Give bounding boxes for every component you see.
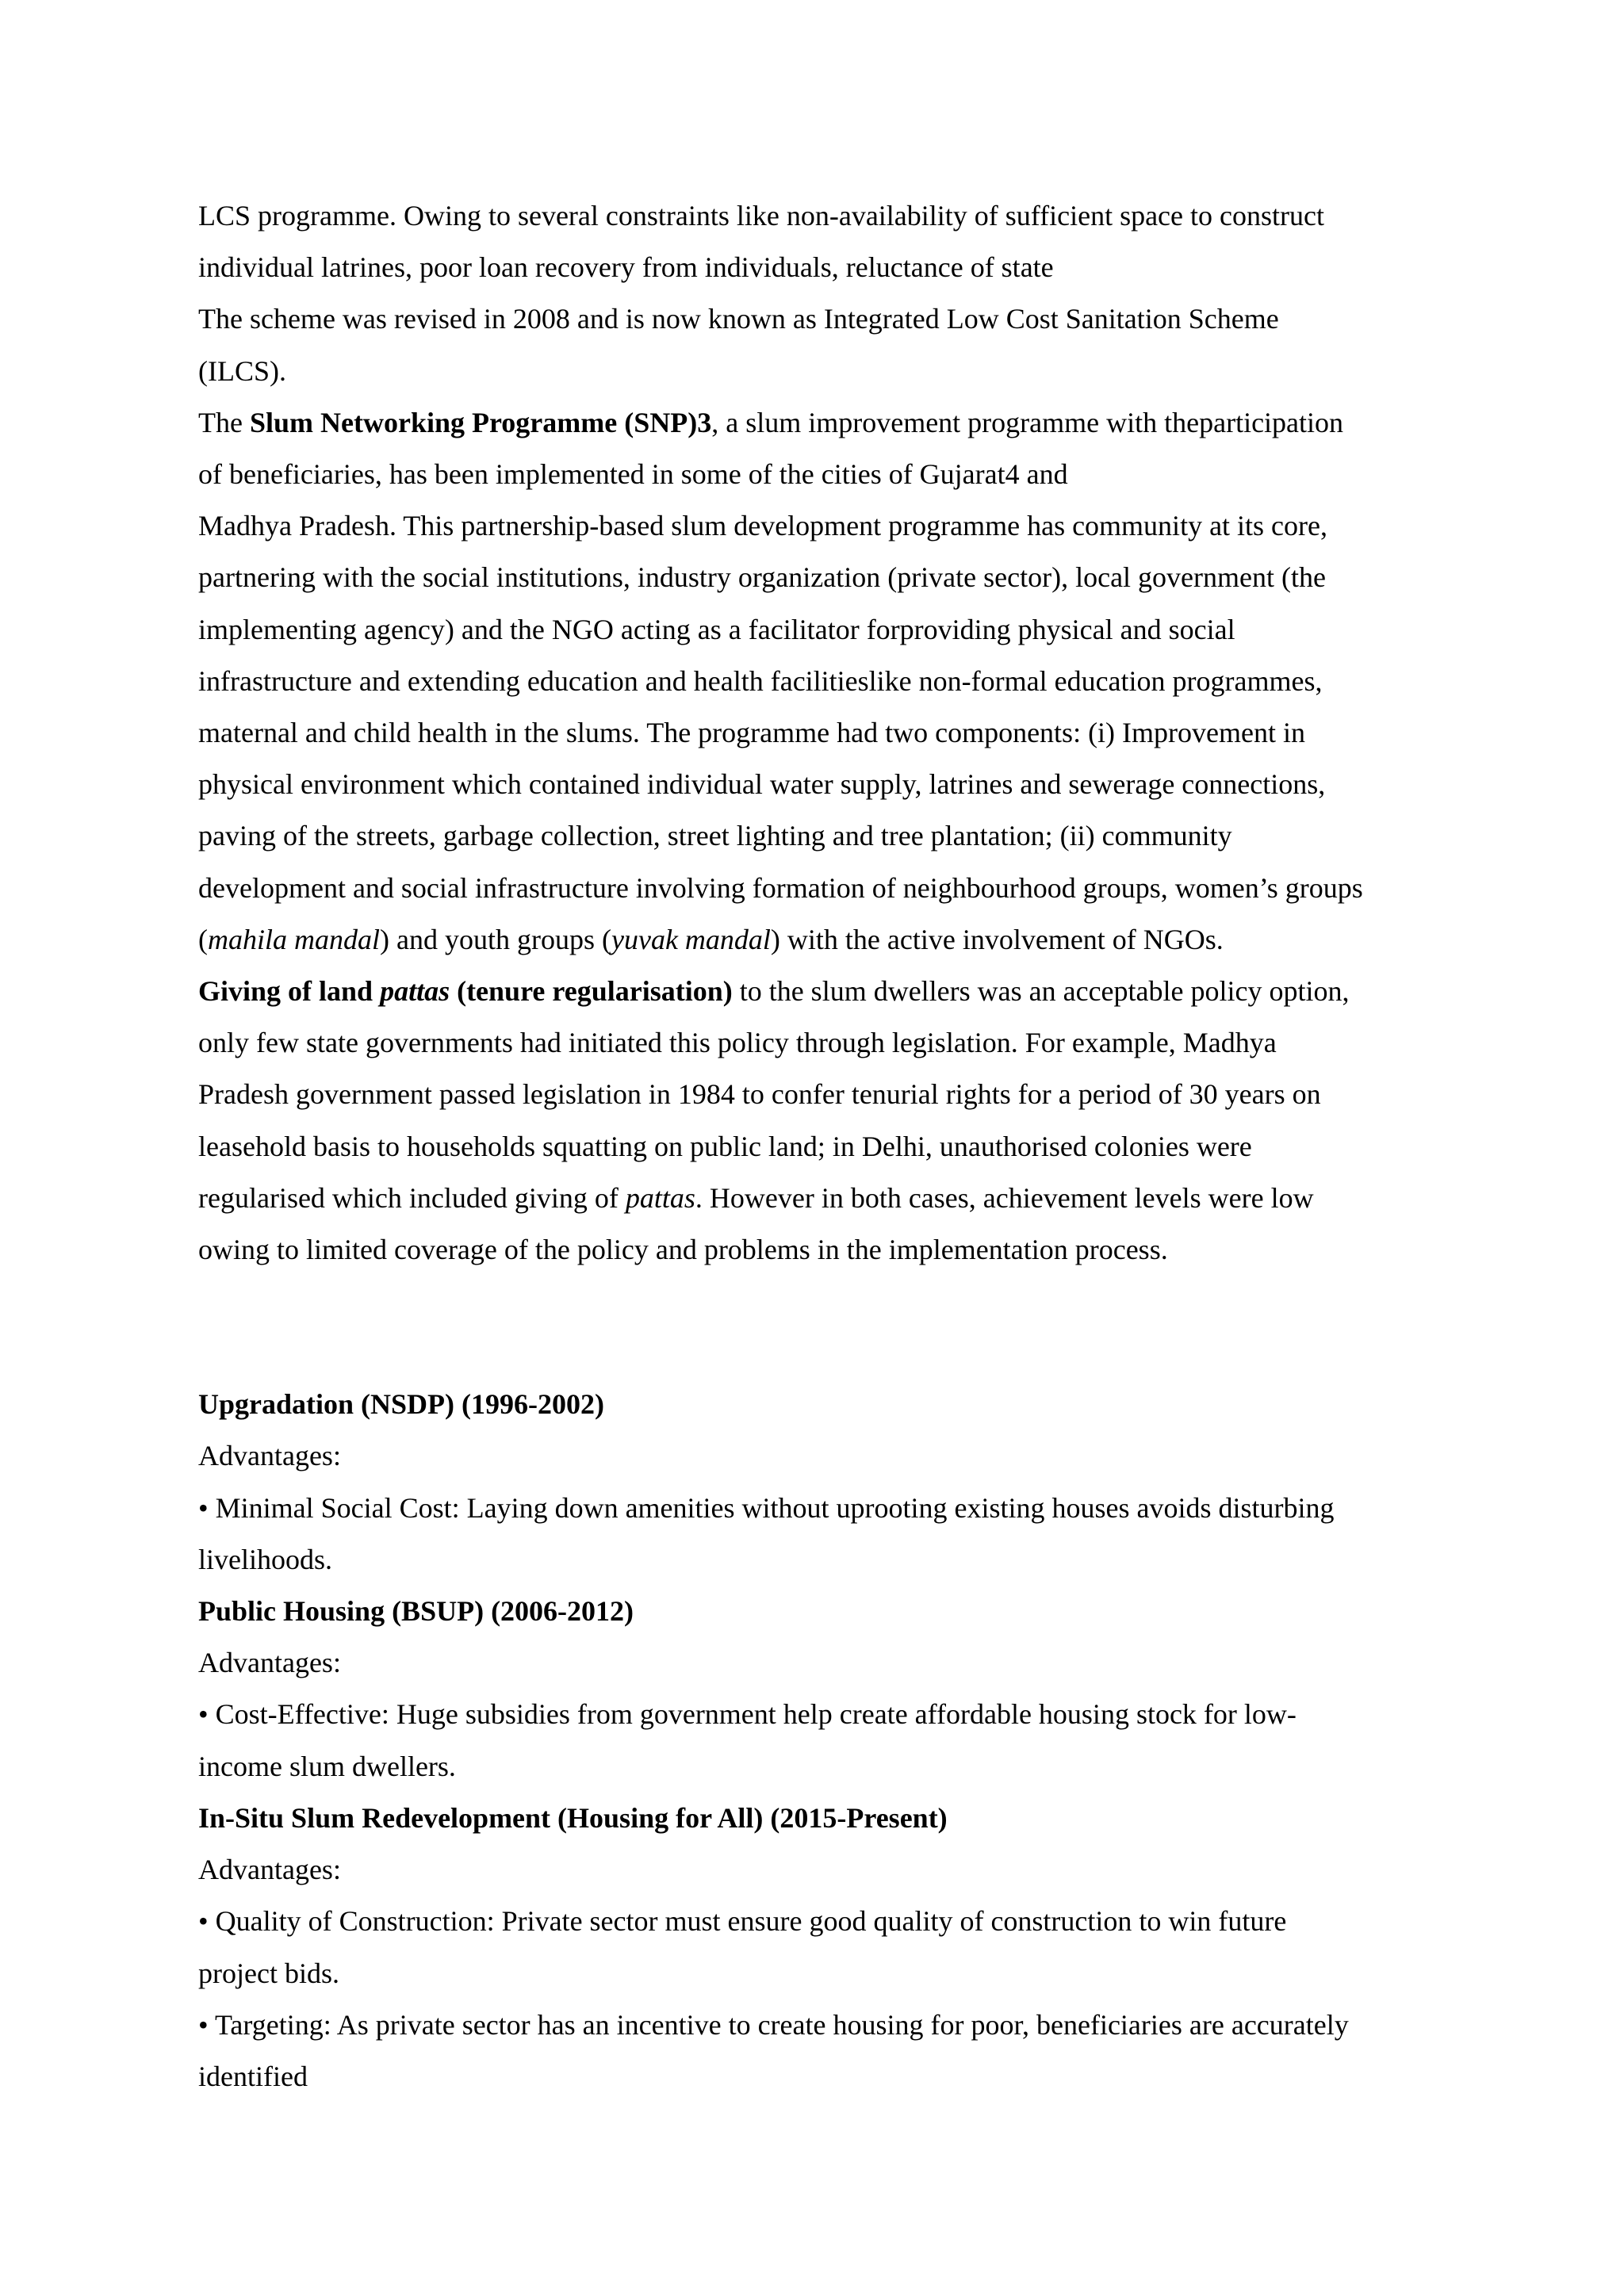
text-line: development and social infrastructure involving formation of neighbourhood groups, women’s groups [198,871,1363,904]
snp-term: Slum Networking Programme (SNP)3 [249,406,712,438]
text-line: physical environment which contained individual water supply, latrines and sewerage connections, [198,768,1326,801]
text-line: leasehold basis to households squatting on public land; in Delhi, unauthorised colonies were [198,1130,1252,1162]
text-line: partnering with the social institutions, industry organization (private sector), local government (the [198,561,1326,594]
paragraph-pattas [198,966,1451,1276]
bullet-item: • Targeting: As private sector has an incentive to create housing for poor, beneficiaries are accurately [198,2008,1349,2041]
advantages-label: Advantages: [198,1440,341,1472]
text-line: owing to limited coverage of the policy and problems in the implementation process. [198,1234,1168,1266]
bullet-item-continued: livelihoods. [198,1543,332,1575]
pattas-heading-a: Giving of land [198,975,381,1008]
text-line: Madhya Pradesh. This partnership-based slum development programme has community at its core, [198,510,1328,542]
text-line: The scheme was revised in 2008 and is now known as Integrated Low Cost Sanitation Scheme [198,303,1279,335]
paragraph-snp [198,397,1451,966]
section-heading: Upgradation (NSDP) (1996-2002) [198,1388,604,1421]
text-line: only few state governments had initiated this policy through legislation. For example, Madhya [198,1027,1277,1059]
section-nsdp [198,1379,1451,1586]
text-line: LCS programme. Owing to several constraints like non-availability of sufficient space to construct [198,200,1324,232]
bullet-item-continued: project bids. [198,1957,339,1989]
advantages-label: Advantages: [198,1647,341,1679]
pattas-term: pattas [625,1181,695,1214]
text-line: of beneficiaries, has been implemented in some of the cities of Gujarat4 and [198,458,1068,491]
advantages-label: Advantages: [198,1854,341,1886]
text-line: Pradesh government passed legislation in 1984 to confer tenurial rights for a period of 30 years on [198,1078,1321,1111]
text-run: The [198,406,250,438]
bullet-item-continued: identified [198,2060,308,2092]
paragraph-ilcs [198,190,1451,397]
text-run: . However in both cases, achievement levels were low [695,1181,1314,1214]
text-run: ( [198,923,208,955]
text-line: infrastructure and extending education and health facilitieslike non-formal education programmes, [198,664,1323,697]
mahila-mandal-term: mahila mandal [208,923,381,955]
paragraph-spacer [198,1276,1451,1379]
section-housing-for-all [198,1793,1451,2103]
text-run: ) and youth groups ( [380,923,611,955]
text-run: ) with the active involvement of NGOs. [770,923,1224,955]
section-bsup [198,1586,1451,1793]
text-line [198,914,1451,966]
text-line: individual latrines, poor loan recovery from individuals, reluctance of state [198,251,1054,284]
text-line: maternal and child health in the slums. The programme had two components: (i) Improvement in [198,717,1305,749]
text-run: to the slum dwellers was an acceptable policy option, [732,975,1350,1008]
bullet-item-continued: income slum dwellers. [198,1750,456,1782]
text-line: paving of the streets, garbage collection, street lighting and tree plantation; (ii) community [198,820,1232,852]
text-line [198,1173,1451,1224]
text-run: regularised which included giving of [198,1181,626,1214]
text-run: , a slum improvement programme with theparticipation [711,406,1344,438]
yuvak-mandal-term: yuvak mandal [611,923,771,955]
pattas-heading-term: pattas [380,975,450,1008]
section-heading: Public Housing (BSUP) (2006-2012) [198,1595,634,1628]
bullet-item: • Quality of Construction: Private sector must ensure good quality of construction to win future [198,1905,1287,1938]
text-line: (ILCS). [198,354,286,387]
section-heading: In-Situ Slum Redevelopment (Housing for All) (2015-Present) [198,1801,948,1834]
text-line [198,966,1451,1017]
bullet-item: • Minimal Social Cost: Laying down amenities without uprooting existing houses avoids disturbing [198,1491,1335,1524]
pattas-heading-b: (tenure regularisation) [450,975,733,1008]
text-line: implementing agency) and the NGO acting as a facilitator forproviding physical and social [198,613,1235,645]
document-page [198,190,1451,2103]
text-line [198,397,1451,449]
bullet-item: • Cost-Effective: Huge subsidies from government help create affordable housing stock for low- [198,1698,1297,1731]
